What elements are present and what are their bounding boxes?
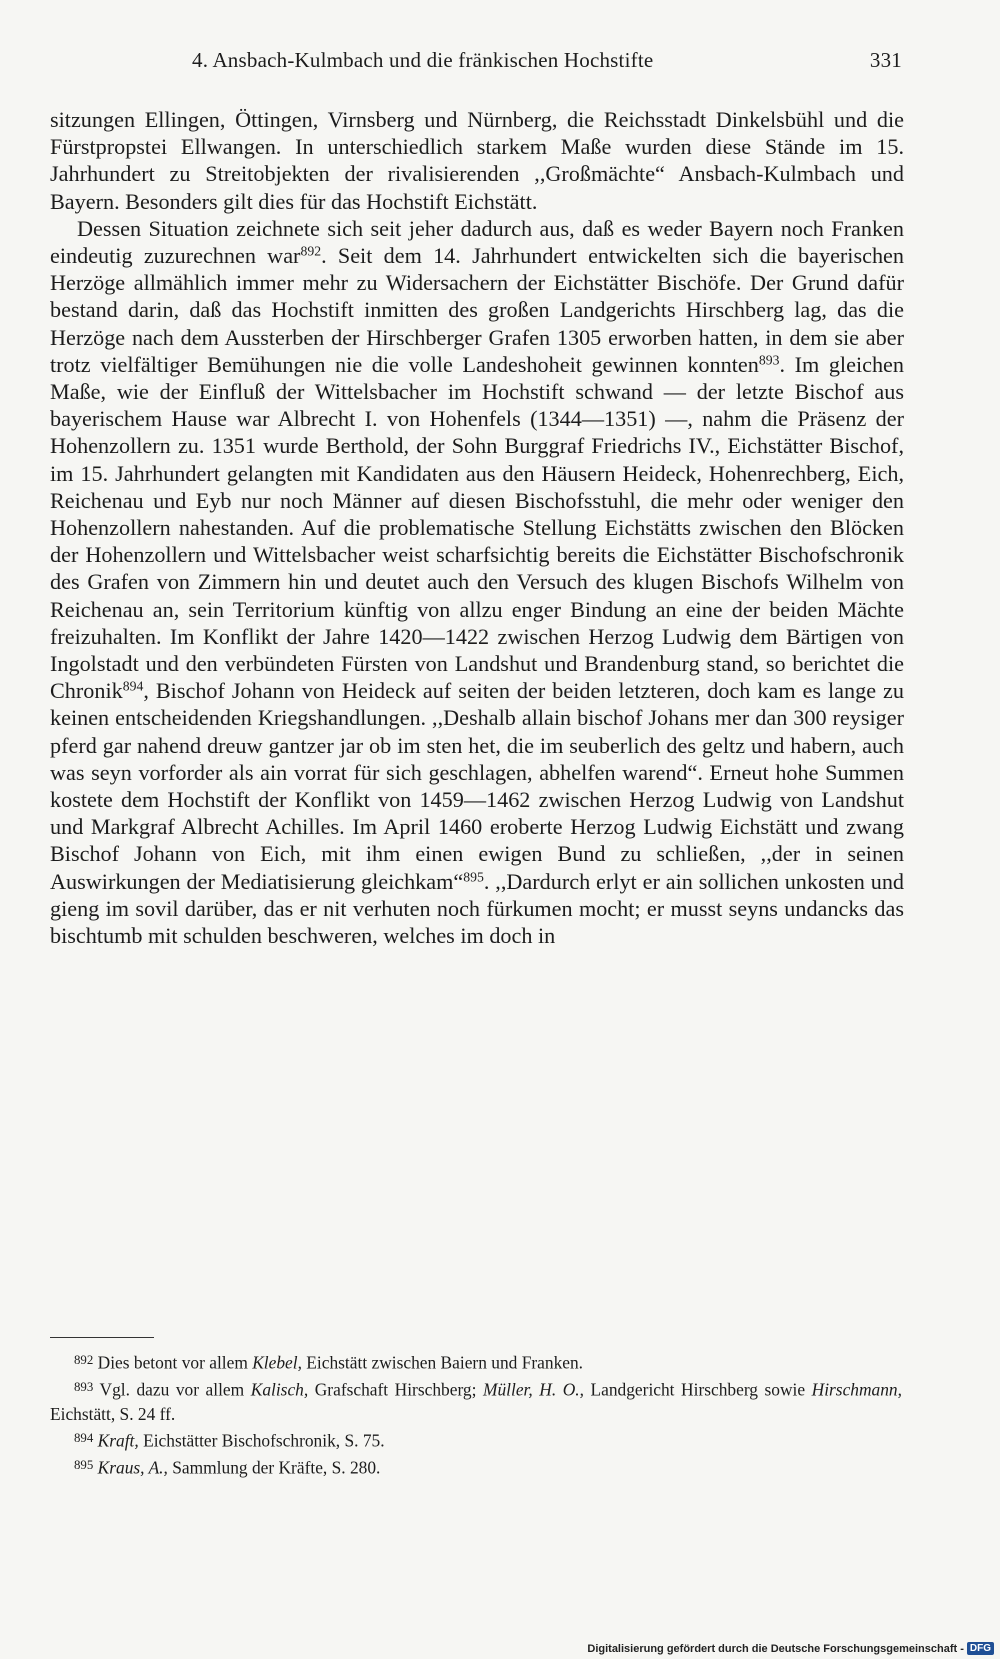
footnote-text: Vgl. dazu vor allem (99, 1379, 251, 1400)
footnote-892 (50, 1348, 902, 1375)
footnote-author: Kraft, (97, 1430, 139, 1451)
footnote-ref-894: 894 (122, 678, 144, 694)
footnote-text: Grafschaft Hirschberg; (308, 1379, 483, 1400)
main-text (50, 106, 904, 949)
footnote-number: 892 (74, 1353, 94, 1367)
footnote-text: Landgericht Hirschberg sowie (583, 1379, 812, 1400)
footnote-author: Klebel, (252, 1352, 302, 1373)
credit-text: Digitalisierung gefördert durch die Deutsche Forschungsgemeinschaft - (587, 1642, 964, 1655)
paragraph-1: sitzungen Ellingen, Öttingen, Virnsberg und Nürnberg, die Reichsstadt Dinkelsbühl und die Fürstpropstei Ellwangen. In unterschiedlich starkem Maße wurden diese Stände im 15. Jahrhundert zu Streitobjekten der rivalisierenden ,,Großmächte“ Ansbach-Kulmbach und Bayern. Besonders gilt dies für das Hochstift Eichstätt. (50, 107, 904, 214)
footnote-893 (50, 1375, 902, 1426)
footnote-895 (50, 1453, 902, 1480)
footnote-author: Kalisch, (250, 1379, 309, 1400)
footnote-ref-892: 892 (300, 243, 322, 259)
footnote-author: Kraus, A., (97, 1457, 168, 1478)
digitization-credit (587, 1642, 994, 1655)
footnote-number: 894 (74, 1430, 94, 1445)
footnote-author: Müller, H. O., (482, 1379, 584, 1400)
footnote-894 (50, 1426, 902, 1453)
footnote-number: 893 (74, 1379, 94, 1394)
footnote-text: Dies betont vor allem (97, 1352, 253, 1373)
dfg-logo: DFG (967, 1642, 994, 1655)
footnote-text: Sammlung der Kräfte, S. 280. (167, 1457, 381, 1478)
footnote-text: Eichstätt zwischen Baiern und Franken. (301, 1352, 584, 1373)
text-segment: . Im gleichen Maße, wie der Einfluß der Wittelsbacher im Hochstift schwand — der letzte Bischof aus bayerischem Hause war Albrecht I. von Hohenfels (1344—1351) —, nahm die Präsenz der Hohenzollern zu. 1351 wurde Berthold, der Sohn Burggraf Friedrichs IV., Eichstätter Bischof, im 15. Jahrhundert gelangten mit Kandidaten aus den Häusern Heideck, Hohenrechberg, Eich, Reichenau und Eyb nur noch Männer auf diesen Bischofsstuhl, die mehr oder weniger den Hohenzollern nahestanden. Auf die problematische Stellung Eichstätts zwischen den Blöcken der Hohenzollern und Wittelsbacher weist scharfsichtig bereits die Eichstätter Bischofschronik des Grafen von Zimmern hin und deutet auch den Versuch des klugen Bischofs Wilhelm von Reichenau an, sein Territorium künftig von allzu enger Bindung an eine der beiden Mächte freizuhalten. Im Konflikt der Jahre 1420—1422 zwischen Herzog Ludwig dem Bärtigen von Ingolstadt und den verbündeten Fürsten von Landshut und Brandenburg stand, so berichtet die Chronik (50, 351, 904, 704)
footnote-rule (50, 1337, 154, 1338)
text-segment: . Seit dem 14. Jahrhundert entwickelten sich die bayerischen Herzöge allmählich immer mehr zu Widersachern der Eichstätter Bischöfe. Der Grund dafür bestand darin, daß das Hochstift inmitten des großen Landgerichts Hirschberg lag, das die Herzöge nach dem Aussterben der Hirschberger Grafen 1305 erworben hatten, in dem sie aber trotz vielfältiger Bemühungen nie die volle Landeshoheit gewinnen konnten (50, 243, 904, 377)
paragraph-2 (50, 215, 904, 949)
footnote-author: Hirschmann, (811, 1379, 902, 1400)
footnote-number: 895 (74, 1457, 94, 1472)
footnote-ref-895: 895 (463, 869, 484, 885)
running-title: 4. Ansbach-Kulmbach und die fränkischen Hochstifte (192, 48, 654, 72)
footnotes (50, 1348, 902, 1479)
footnote-text: Eichstätter Bischofschronik, S. 75. (138, 1430, 385, 1451)
footnote-ref-893: 893 (758, 352, 780, 368)
page-number: 331 (869, 48, 902, 72)
footnote-text: Eichstätt, S. 24 ff. (50, 1403, 176, 1424)
text-segment: . ,,Dardurch erlyt er ain sollichen unkosten und gieng im sovil darüber, das er nit verhuten noch fürkumen mocht; er musst seyns undancks das bischtumb mit schulden beschweren, welches im doch in (50, 868, 905, 949)
text-segment: , Bischof Johann von Heideck auf seiten der beiden letzteren, doch kam es lange zu keinen entscheidenden Kriegshandlungen. ,,Deshalb allain bischof Johans mer dan 300 reysiger pferd gar nahend dreuw gantzer jar ob im sten het, die im seuberlich des geltz und habern, auch was seyn vorforder als ain vorrat für sich geschlagen, abhelfen warend“. Erneut hohe Summen kostete dem Hochstift der Konflikt von 1459—1462 zwischen Herzog Ludwig von Landshut und Markgraf Albrecht Achilles. Im April 1460 eroberte Herzog Ludwig Eichstätt und zwang Bischof Johann von Eich, mit ihm einen ewigen Bund zu schließen, ,,der in seinen Auswirkungen der Mediatisierung gleichkam“ (50, 678, 904, 894)
text-segment: Dessen Situation zeichnete sich seit jeher dadurch aus, daß es weder Bayern noch Franken eindeutig zuzurechnen war (50, 215, 904, 269)
